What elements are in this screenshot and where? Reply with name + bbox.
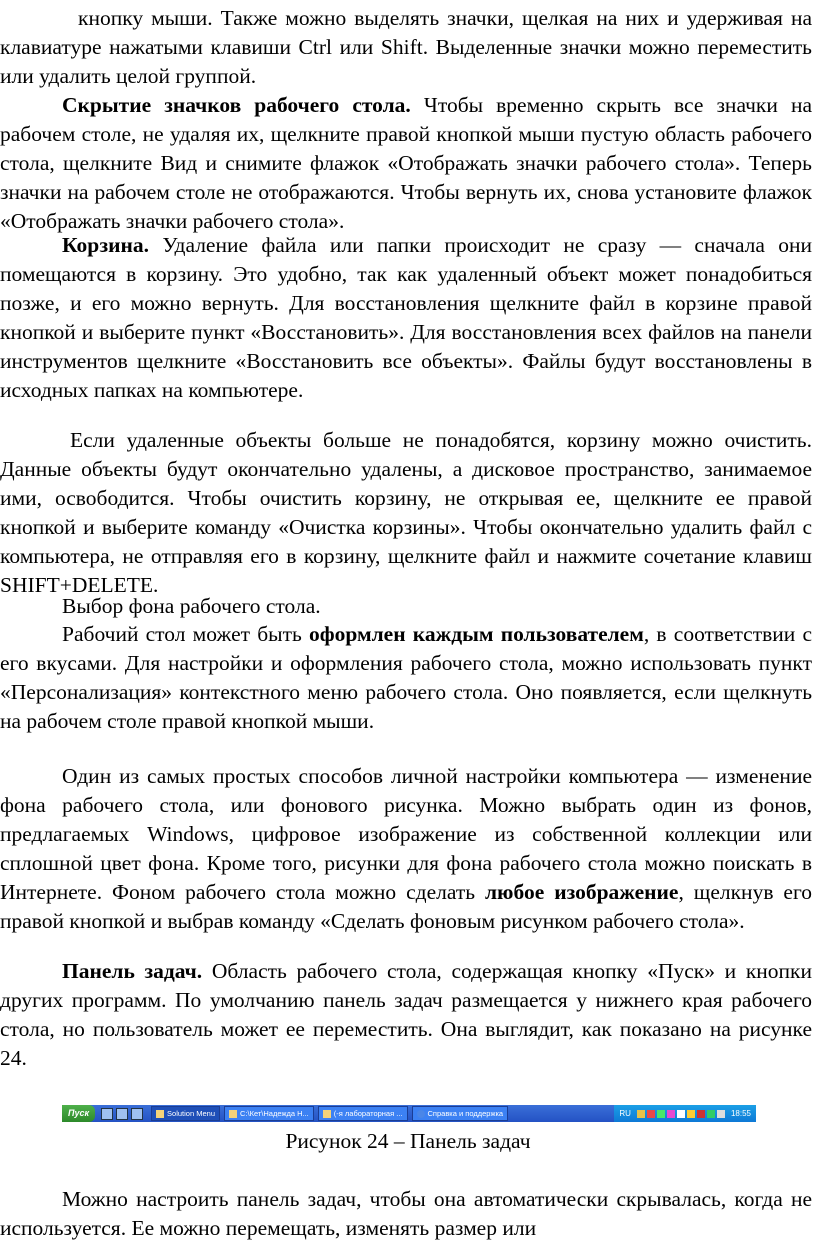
start-label: Пуск	[68, 1108, 90, 1118]
tray-icon	[687, 1110, 695, 1118]
paragraph-recycle-bin	[0, 231, 812, 405]
paragraph-wallpaper	[0, 762, 812, 936]
paragraph-selection	[0, 4, 812, 91]
quick-launch	[101, 1108, 143, 1120]
task-button-solution-menu	[151, 1106, 220, 1121]
language-indicator: RU	[619, 1109, 631, 1118]
tray-icon	[707, 1110, 715, 1118]
paragraph-text: кнопку мыши. Также можно выделять значки, щелкая на них и удерживая на клавиатуре нажатыми клавиши Ctrl или Shift. Выделенные значки можно переместить или удалить целой группой.	[0, 6, 812, 88]
app-icon	[156, 1110, 164, 1118]
tray-icon	[637, 1110, 645, 1118]
heading-taskbar: Панель задач.	[62, 959, 203, 983]
paragraph-text: Чтобы временно скрыть все значки на рабочем столе, не удаляя их, щелкните правой кнопкой мыши пустую область рабочего стола, щелкните Вид и снимите флажок «Отображать значки рабочего стола». Теперь значки на рабочем столе не отображаются. Чтобы вернуть их, снова установите флажок «Отображать значки рабочего стола».	[0, 93, 812, 233]
paragraph-text: Область рабочего стола, содержащая кнопку «Пуск» и кнопки других программ. По умолчанию панель задач размещается у нижнего края рабочего стола, но пользователь может ее переместить. Она выглядит, как показано на рисунке 24.	[0, 959, 812, 1070]
help-icon	[417, 1110, 425, 1118]
task-button-document	[318, 1106, 408, 1121]
paragraph-taskbar-settings	[0, 1185, 812, 1243]
paragraph-taskbar	[0, 957, 812, 1073]
task-label: C:\Кет\Надежда Н...	[240, 1109, 309, 1118]
heading-hide-icons: Скрытие значков рабочего стола.	[62, 93, 411, 117]
paragraph-text: , в соответствии с его вкусами. Для настройки и оформления рабочего стола, можно использовать пункт «Персонализация» контекстного меню рабочего стола. Оно появляется, если щелкнуть на рабочем столе правой кнопкой мыши.	[0, 622, 812, 733]
paragraph-text: , щелкнув его правой кнопкой и выбрав команду «Сделать фоновым рисунком рабочего стола».	[0, 880, 812, 933]
paragraph-text: Удаление файла или папки происходит не сразу — сначала они помещаются в корзину. Это удобно, так как удаленный объект может понадобиться позже, и его можно вернуть. Для восстановления щелкните файл в корзине правой кнопкой и выберите пункт «Восстановить». Для восстановления всех файлов на панели инструментов щелкните «Восстановить все объекты». Файлы будут восстановлены в исходных папках на компьютере.	[0, 233, 812, 402]
window-icon	[116, 1108, 128, 1120]
tray-icon	[657, 1110, 665, 1118]
paragraph-text: Один из самых простых способов личной настройки компьютера — изменение фона рабочего стола, или фонового рисунка. Можно выбрать один из фонов, предлагаемых Windows, цифровое изображение из собственной коллекции или сплошной цвет фона. Кроме того, рисунки для фона рабочего стола можно поискать в Интернете. Фоном рабочего стола можно сделать	[0, 764, 812, 904]
taskbar-figure	[62, 1105, 756, 1122]
task-label: Solution Menu	[167, 1109, 215, 1118]
tray-icon	[677, 1110, 685, 1118]
tray-icon	[647, 1110, 655, 1118]
volume-icon	[717, 1110, 725, 1118]
task-button-help	[412, 1106, 509, 1121]
paragraph-personalization	[0, 620, 812, 736]
folder-icon	[229, 1110, 237, 1118]
task-button-folder	[224, 1106, 314, 1121]
emphasis-each-user: оформлен каждым пользователем	[308, 622, 644, 646]
paragraph-hide-icons	[0, 91, 812, 236]
paragraph-text: Рабочий стол может быть	[62, 622, 309, 646]
paragraph-text: Выбор фона рабочего стола.	[62, 594, 321, 618]
paragraph-empty-bin	[0, 426, 812, 600]
media-icon	[131, 1108, 143, 1120]
heading-recycle-bin: Корзина.	[62, 233, 150, 257]
task-label: Справка и поддержка	[427, 1109, 504, 1118]
tray-icon	[667, 1110, 675, 1118]
paragraph-background-title	[0, 592, 812, 621]
paragraph-text: Можно настроить панель задач, чтобы она автоматически скрывалась, когда не используется. Ее можно перемещать, изменять размер или	[0, 1187, 812, 1240]
start-button	[62, 1105, 95, 1122]
desktop-icon	[101, 1108, 113, 1120]
document-icon	[323, 1110, 331, 1118]
emphasis-any-image: любое изображение	[485, 880, 679, 904]
paragraph-text: Если удаленные объекты больше не понадобятся, корзину можно очистить. Данные объекты будут окончательно удалены, а дисковое пространство, занимаемое ими, освободится. Чтобы очистить корзину, не открывая ее, щелкните ее правой кнопкой и выберите команду «Очистка корзины». Чтобы окончательно удалить файл с компьютера, не отправляя его в корзину, щелкните файл и нажмите сочетание клавиш SHIFT+DELETE.	[0, 428, 812, 597]
figure-caption: Рисунок 24 – Панель задач	[285, 1129, 531, 1153]
clock: 18:55	[730, 1109, 751, 1118]
system-tray	[614, 1105, 756, 1122]
tray-icon	[697, 1110, 705, 1118]
task-label: (-я лабораторная ...	[333, 1109, 403, 1118]
